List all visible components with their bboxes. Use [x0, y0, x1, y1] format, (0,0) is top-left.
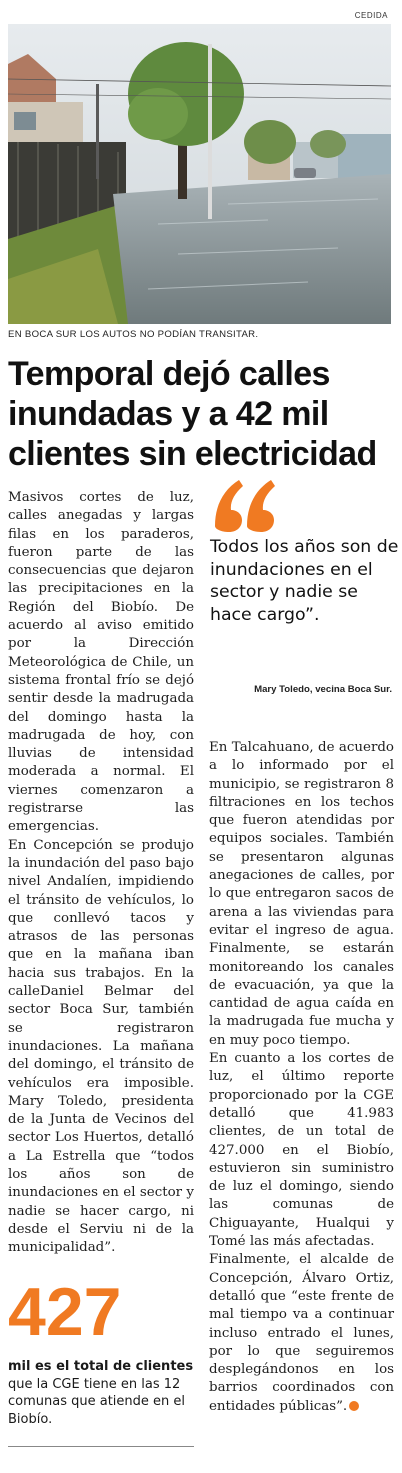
headline-line-2: inundadas y a 42 mil: [8, 395, 329, 433]
quote-mark-icon: [213, 474, 277, 534]
quote-attribution: Mary Toledo, vecina Boca Sur.: [254, 684, 392, 695]
body-paragraph-last: [209, 1251, 394, 1416]
stat-rest-text: que la CGE tiene en las 12 comunas que atiende en el Biobío.: [8, 1376, 186, 1427]
flooded-street-photo: [8, 24, 391, 324]
stat-bold-text: mil es el total de clientes: [8, 1359, 194, 1374]
stat-number: 427: [8, 1274, 122, 1350]
stat-divider: [8, 1446, 194, 1447]
headline-line-3: clientes sin electricidad: [8, 435, 377, 473]
stat-description: [8, 1358, 203, 1428]
pull-quote: Todos los años son de inundaciones en el sector y nadie se hace cargo”.: [210, 537, 399, 625]
body-paragraph: En cuanto a los cortes de luz, el último reporte proporcionado por la CGE detalló que 41.983 clientes, de un total de 427.000 en el Biobío, estuvieron sin suministro de luz el domingo, siendo las comunas de Chiguayante, Hualqui y Tomé las más afectadas.: [209, 1051, 394, 1250]
body-paragraph: En Concepción se produjo la inundación del paso bajo nivel Andalíen, impidiendo el tránsito de vehículos, lo que conllevó tacos y atrasos de las personas que en la mañana iban hacia sus trabajos. En la calleDaniel Belmar del sector Boca Sur, también se registraron inundaciones. La mañana del domingo, el tránsito de vehículos era imposible. Mary Toledo, presidenta de la Junta de Vecinos del sector Los Huertos, detalló a La Estrella que “todos los años son de inundaciones en el sector y nadie se hacer cargo, ni desde el Serviu ni de la municipalidad”.: [8, 837, 194, 1256]
flooded-street-illustration: [8, 24, 391, 324]
article-column-right: [209, 739, 394, 1416]
body-paragraph-text: Finalmente, el alcalde de Concepción, Álvaro Ortiz, detalló que “este frente de mal tiempo va a continuar incluso entrado el lunes, por lo que seguiremos desplegándonos en los barrios coordinados con entidades públicas”.: [209, 1252, 394, 1414]
headline: [8, 354, 398, 474]
headline-line-1: Temporal dejó calles: [8, 355, 330, 393]
article-column-left: [8, 489, 194, 1257]
photo-credit: CEDIDA: [354, 11, 388, 20]
end-mark-icon: [349, 1401, 359, 1411]
body-paragraph: En Talcahuano, de acuerdo a lo informado por el municipio, se registraron 8 filtraciones en los techos que fueron atendidas por equipos sociales. También se presentaron algunas anegaciones de calles, por lo que entregaron sacos de arena a las viviendas para evitar el ingreso de agua. Finalmente, se estarán monitoreando los canales de evacuación, ya que la cantidad de agua caída en la madrugada fue mucha y en muy poco tiempo.: [209, 740, 394, 1048]
photo-caption: EN BOCA SUR LOS AUTOS NO PODÍAN TRANSITAR.: [8, 329, 259, 340]
body-paragraph: Masivos cortes de luz, calles anegadas y largas filas en los paraderos, fueron parte de las consecuencias que dejaron las precipitaciones en la Región del Biobío. De acuerdo al aviso emitido por la Dirección Meteorológica de Chile, un sistema frontal frío se dejó sentir desde la madrugada del domingo hasta la madrugada de hoy, con lluvias de intensidad moderada a normal. El viernes comenzaron a registrarse las emergencias.: [8, 490, 194, 835]
